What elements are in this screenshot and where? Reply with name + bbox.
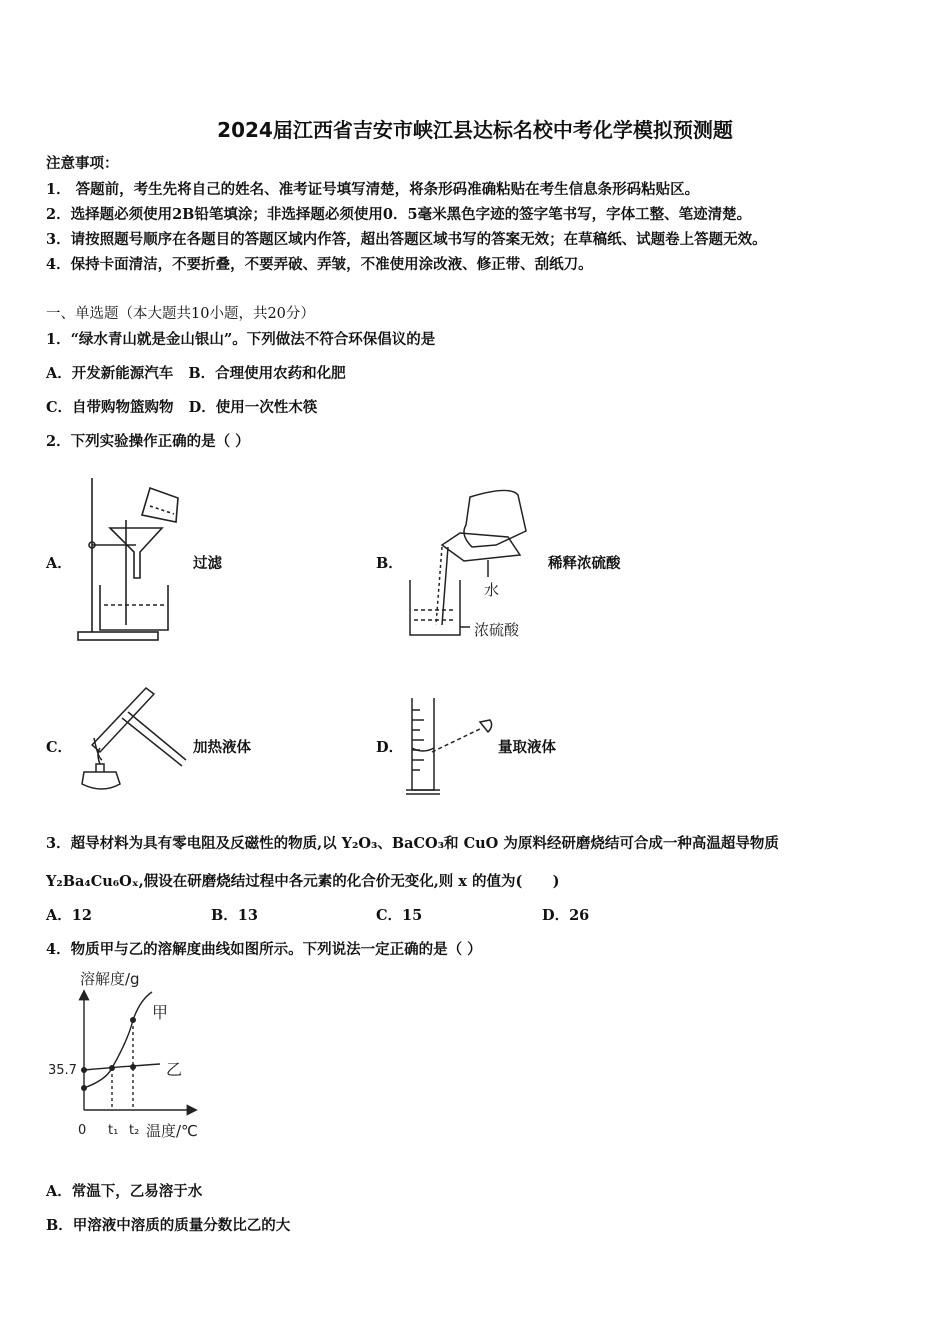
q2-option-d-letter: D． <box>376 739 404 756</box>
q1-options-row2: C．自带购物篮购物 D．使用一次性木筷 <box>46 399 318 416</box>
point-jia-t2 <box>130 1017 136 1023</box>
q2-option-b-letter: B． <box>376 555 403 572</box>
chart-t1: t₁ <box>108 1123 119 1138</box>
q4-option-b: B．甲溶液中溶质的质量分数比乙的大 <box>46 1217 291 1234</box>
q2-option-b-label: 稀释浓硫酸 <box>548 555 621 572</box>
point-intersection <box>109 1065 115 1071</box>
q3-option-d: D．26 <box>542 907 590 924</box>
chart-curve-yi-label: 乙 <box>166 1060 183 1079</box>
q2-option-c-label: 加热液体 <box>193 739 251 756</box>
point-yi-t2 <box>130 1064 136 1070</box>
q2-b-acid-label: 浓硫酸 <box>474 621 520 639</box>
dilution-illustration <box>400 485 550 645</box>
filtration-illustration <box>70 470 190 645</box>
heating-illustration <box>72 680 187 800</box>
point-yi-start <box>81 1067 87 1073</box>
chart-y-tick: 35.7 <box>48 1063 77 1078</box>
q1-stem: 1．“绿水青山就是金山银山”。下列做法不符合环保倡议的是 <box>46 331 436 348</box>
q4-option-a: A．常温下，乙易溶于水 <box>46 1183 203 1200</box>
q3-option-b: B．13 <box>211 907 258 924</box>
chart-t2: t₂ <box>129 1123 140 1138</box>
q3-option-a: A．12 <box>46 907 92 924</box>
q2-b-water-label: 水 <box>484 581 500 599</box>
q2-option-c-letter: C． <box>46 739 73 756</box>
q2-option-d-label: 量取液体 <box>498 739 556 756</box>
chart-origin: 0 <box>78 1123 87 1138</box>
notice-heading: 注意事项： <box>46 155 119 172</box>
page-title: 2024届江西省吉安市峡江县达标名校中考化学模拟预测题 <box>217 118 733 142</box>
q3-stem-line2: Y₂Ba₄Cu₆Oₓ,假设在研磨烧结过程中各元素的化合价无变化,则 x 的值为( ) <box>46 873 560 890</box>
curve-jia <box>84 992 152 1088</box>
q3-option-c: C．15 <box>376 907 423 924</box>
solubility-curve-chart <box>40 962 220 1152</box>
notice-item: 2．选择题必须使用2B铅笔填涂；非选择题必须使用0．5毫米黑色字迹的签字笔书写，字体工整、笔迹清楚。 <box>46 206 752 223</box>
q1-options-row1: A．开发新能源汽车 B．合理使用农药和化肥 <box>46 365 346 382</box>
chart-x-label: 温度/℃ <box>146 1122 198 1140</box>
notice-item: 1． 答题前，考生先将自己的姓名、准考证号填写清楚，将条形码准确粘贴在考生信息条形码粘贴区。 <box>46 181 700 198</box>
curve-yi <box>84 1064 160 1070</box>
q2-option-a-letter: A． <box>46 555 72 572</box>
section-heading: 一、单选题（本大题共10小题，共20分） <box>46 306 315 322</box>
measuring-cylinder-illustration <box>400 690 510 805</box>
q3-stem-line1: 3．超导材料为具有零电阻及反磁性的物质,以 Y₂O₃、BaCO₃和 CuO 为原料经研磨烧结可合成一种高温超导物质 <box>46 835 779 852</box>
chart-y-label: 溶解度/g <box>80 970 140 988</box>
q4-stem: 4．物质甲与乙的溶解度曲线如图所示。下列说法一定正确的是（ ） <box>46 941 482 958</box>
notice-item: 4．保持卡面清洁，不要折叠，不要弄破、弄皱，不准使用涂改液、修正带、刮纸刀。 <box>46 256 593 273</box>
q2-stem: 2．下列实验操作正确的是（ ） <box>46 433 250 450</box>
q2-option-a-label: 过滤 <box>193 555 222 572</box>
chart-curve-jia-label: 甲 <box>152 1003 169 1022</box>
point-jia-start <box>81 1085 87 1091</box>
notice-item: 3．请按照题号顺序在各题目的答题区域内作答，超出答题区域书写的答案无效；在草稿纸、试题卷上答题无效。 <box>46 231 767 248</box>
